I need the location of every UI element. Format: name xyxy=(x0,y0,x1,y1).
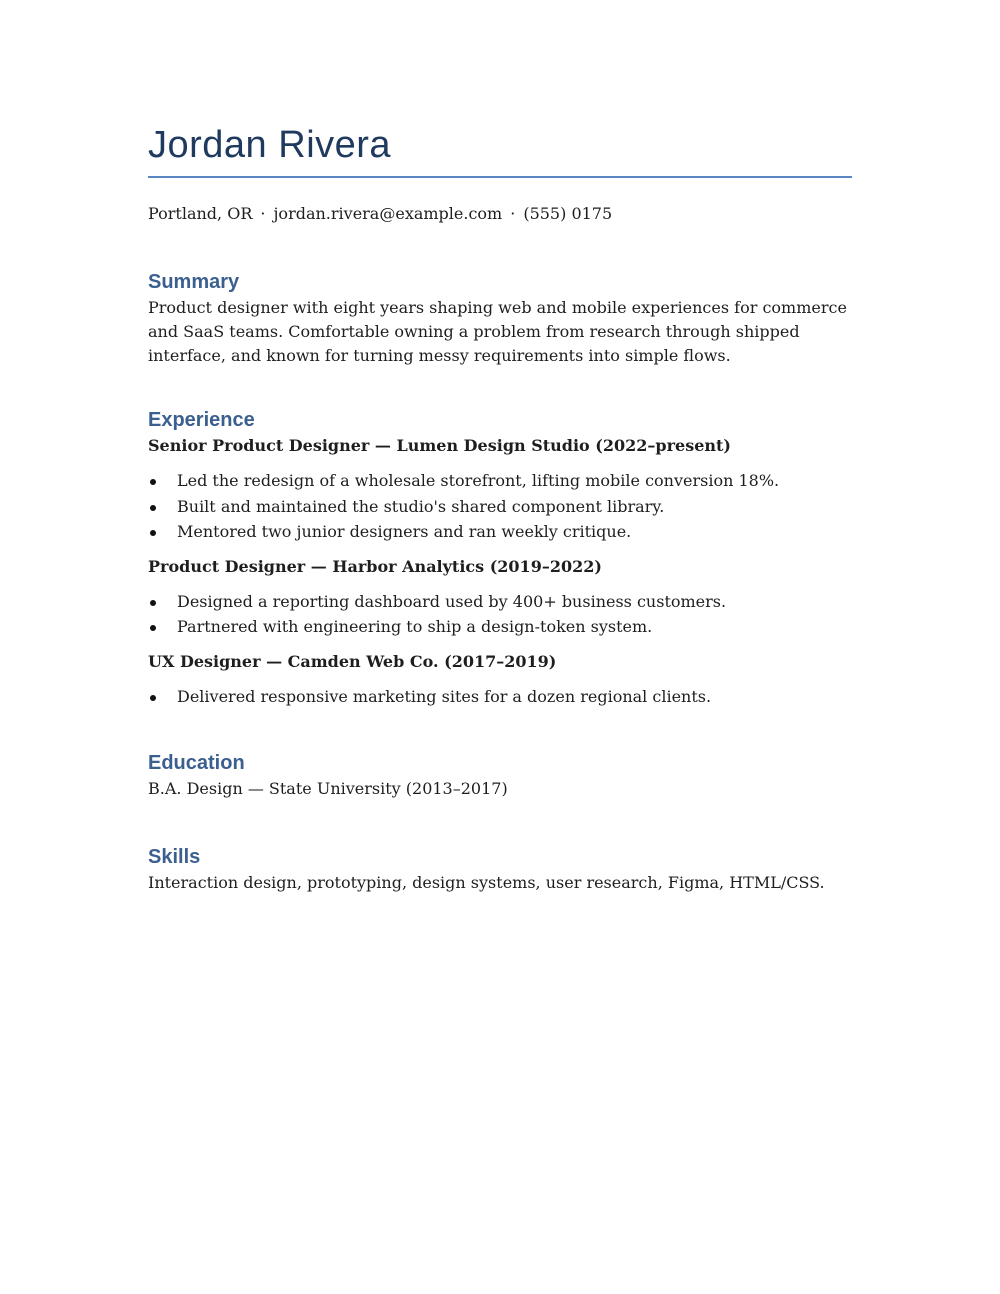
header-divider xyxy=(148,176,852,178)
bullet-item xyxy=(148,494,852,520)
bullet-text: Mentored two junior designers and ran weekly critique. xyxy=(177,522,632,541)
skills-text: Interaction design, prototyping, design systems, user research, Figma, HTML/CSS. xyxy=(148,873,825,892)
contact-location: Portland, OR xyxy=(148,204,253,223)
contact-phone: (555) 0175 xyxy=(523,204,613,223)
bullet-text: Built and maintained the studio's shared component library. xyxy=(177,496,665,516)
summary-heading: Summary xyxy=(148,271,240,293)
skills-heading: Skills xyxy=(148,846,201,868)
experience-heading: Experience xyxy=(148,409,255,431)
contact-separator: · xyxy=(510,204,516,223)
summary-text: Product designer with eight years shaping web and mobile experiences for commerce and SaaS teams. Comfortable owning a problem from research through shipped interface, and known for turning messy requirements into simple flows. xyxy=(148,298,847,365)
bullet-icon xyxy=(150,479,156,485)
job-title: Senior Product Designer — Lumen Design Studio (2022–present) xyxy=(148,436,731,455)
contact-email: jordan.rivera@example.com xyxy=(273,204,503,223)
bullet-icon xyxy=(150,625,156,631)
contact-separator: · xyxy=(260,204,266,223)
bullet-text: Partnered with engineering to ship a design-token system. xyxy=(177,617,653,636)
bullet-text: Led the redesign of a wholesale storefront, lifting mobile conversion 18%. xyxy=(177,471,780,490)
bullet-text: Designed a reporting dashboard used by 400+ business customers. xyxy=(177,591,727,611)
education-heading: Education xyxy=(148,752,245,774)
education-text: B.A. Design — State University (2013–2017) xyxy=(148,779,508,798)
job-bullets xyxy=(148,684,852,710)
contact-line xyxy=(148,202,852,226)
bullet-item xyxy=(148,614,852,640)
bullet-icon xyxy=(150,600,156,606)
bullet-item xyxy=(148,589,852,615)
job-bullets xyxy=(148,589,852,640)
bullet-icon xyxy=(150,530,156,536)
bullet-item xyxy=(148,519,852,545)
job-title: UX Designer — Camden Web Co. (2017–2019) xyxy=(148,651,557,671)
resume-name: Jordan Rivera xyxy=(148,124,392,166)
job-title: Product Designer — Harbor Analytics (2019–2022) xyxy=(148,556,602,576)
job-bullets xyxy=(148,468,852,545)
bullet-icon xyxy=(150,695,156,701)
job-entry xyxy=(148,650,852,710)
job-entry xyxy=(148,434,852,545)
bullet-item xyxy=(148,468,852,494)
bullet-text: Delivered responsive marketing sites for a dozen regional clients. xyxy=(177,686,712,706)
job-entry xyxy=(148,555,852,640)
bullet-item xyxy=(148,684,852,710)
bullet-icon xyxy=(150,505,156,511)
resume-page xyxy=(148,122,852,895)
